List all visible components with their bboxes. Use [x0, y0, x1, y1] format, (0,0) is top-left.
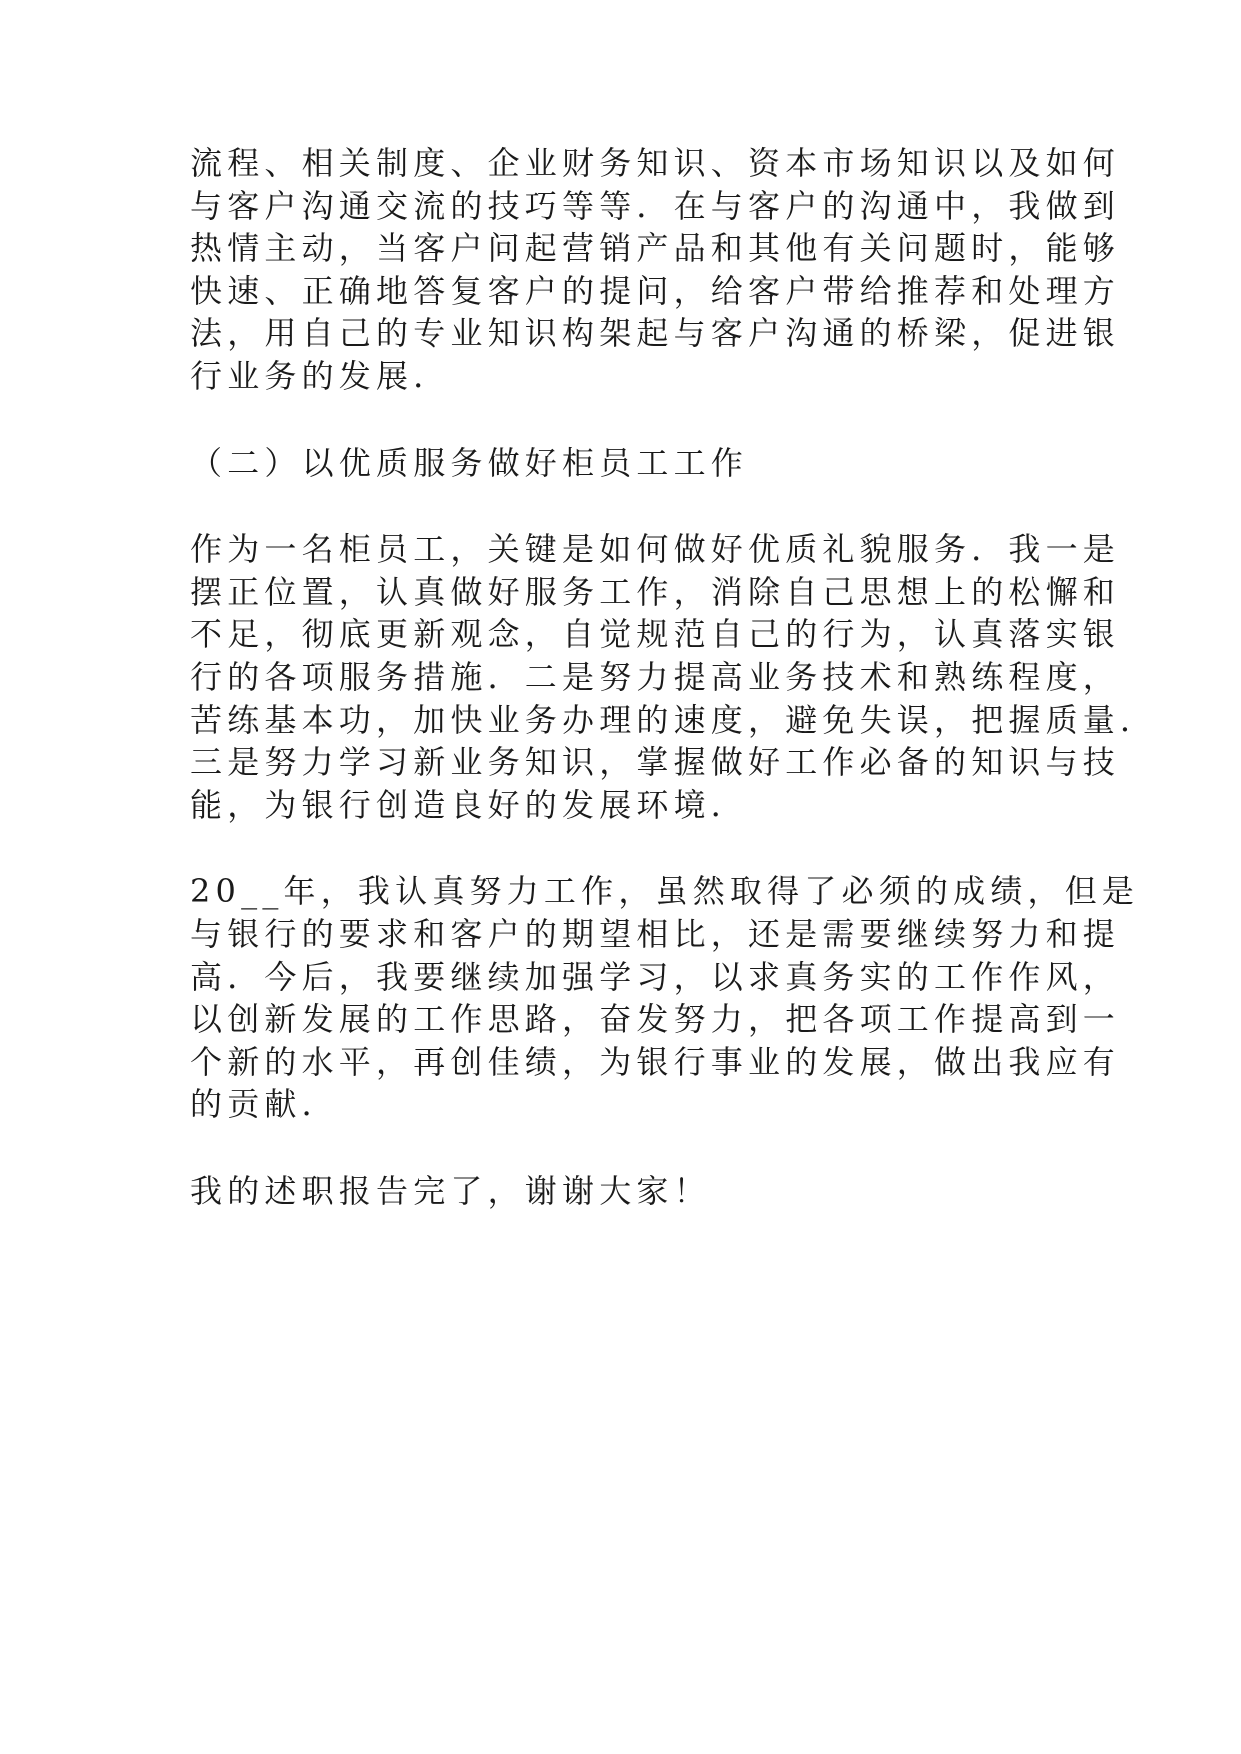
text-line: 能，为银行创造良好的发展环境． — [190, 785, 749, 824]
closing-line: 我的述职报告完了，谢谢大家！ — [190, 1171, 711, 1210]
text-line: 流程、相关制度、企业财务知识、资本市场知识以及如何 — [190, 144, 1121, 182]
document-body — [190, 142, 1158, 1256]
paragraph-closing — [190, 1170, 1030, 1213]
text-line: 高．今后，我要继续加强学习，以求真务实的工作作风， — [190, 957, 1121, 996]
text-line: 作为一名柜员工，关键是如何做好优质礼貌服务．我一是 — [190, 530, 1121, 569]
text-line: 以创新发展的工作思路，奋发努力，把各项工作提高到一 — [190, 1000, 1121, 1039]
paragraph-year-summary — [190, 870, 1140, 1126]
text-line: 苦练基本功，加快业务办理的速度，避免失误，把握质量． — [190, 700, 1158, 739]
text-line: 法，用自己的专业知识构架起与客户沟通的桥梁，促进银 — [190, 314, 1121, 353]
section-heading-text: （二）以优质服务做好柜员工工作 — [190, 443, 749, 482]
section-heading — [190, 442, 1030, 485]
text-line: 与银行的要求和客户的期望相比，还是需要继续努力和提 — [190, 914, 1121, 953]
text-line: 行的各项服务措施．二是努力提高业务技术和熟练程度， — [190, 657, 1121, 696]
text-line: 的贡献． — [190, 1085, 339, 1124]
text-line: 三是努力学习新业务知识，掌握做好工作必备的知识与技 — [190, 743, 1121, 782]
text-line: 行业务的发展． — [190, 356, 451, 395]
text-line: 与客户沟通交流的技巧等等．在与客户的沟通中，我做到 — [190, 186, 1121, 225]
text-line: 摆正位置，认真做好服务工作，消除自己思想上的松懈和 — [190, 572, 1121, 611]
paragraph-teller-service — [190, 528, 1158, 826]
text-line: 热情主动，当客户问起营销产品和其他有关问题时，能够 — [190, 229, 1121, 268]
paragraph-business-knowledge — [190, 142, 1121, 398]
text-line: 不足，彻底更新观念，自觉规范自己的行为，认真落实银 — [190, 615, 1121, 654]
text-line: 20__年，我认真努力工作，虽然取得了必须的成绩，但是 — [190, 872, 1140, 911]
text-line: 个新的水平，再创佳绩，为银行事业的发展，做出我应有 — [190, 1042, 1121, 1081]
text-line: 快速、正确地答复客户的提问，给客户带给推荐和处理方 — [190, 271, 1121, 310]
